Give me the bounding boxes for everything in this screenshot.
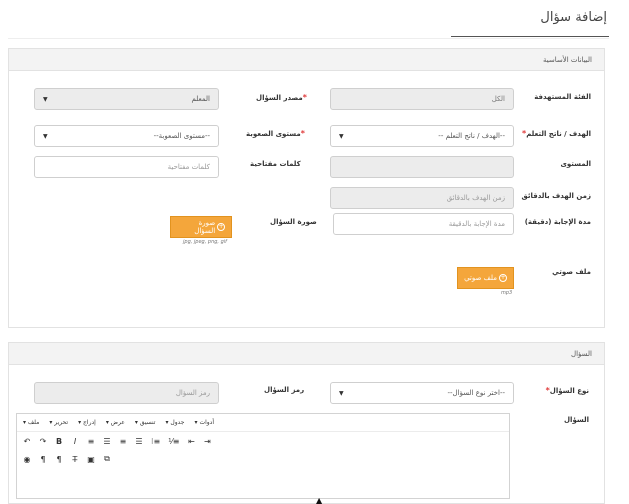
difficulty-value: --مستوى الصعوبة-- (153, 132, 210, 140)
italic-icon[interactable]: I (73, 436, 77, 446)
menu-format[interactable]: ▾ تنسيق (134, 419, 156, 426)
answer-time-input[interactable] (333, 213, 514, 235)
objective-label (522, 129, 591, 138)
page-title: إضافة سؤال (540, 10, 607, 25)
question-code-label: رمز السؤال (264, 386, 305, 394)
question-text-label: السؤال (563, 416, 589, 424)
target-group-value: الكل (491, 95, 505, 103)
indent-icon[interactable]: ⇥ (204, 436, 211, 446)
chevron-down-icon: ▼ (43, 132, 48, 140)
question-type-value: --اختر نوع السؤال-- (447, 389, 505, 397)
menu-view[interactable]: ▾ عرض (105, 419, 125, 426)
redo-icon[interactable]: ↷ (39, 436, 47, 446)
menu-edit[interactable]: ▾ تحرير (49, 419, 69, 426)
question-code-placeholder: رمز السؤال (175, 389, 210, 397)
editor-toolbar-1 (17, 432, 509, 450)
required-marker: * (302, 93, 307, 102)
menu-format-label: تنسيق (139, 419, 156, 426)
question-type-label (546, 386, 589, 395)
source-label-text: مصدر السؤال (256, 94, 303, 102)
ltr-icon[interactable]: ¶ (40, 454, 46, 464)
plus-circle-icon: + (500, 274, 506, 281)
title-underline (451, 36, 609, 37)
clear-format-icon[interactable]: T̶ (72, 454, 78, 464)
menu-insert-label: إدراج (83, 419, 96, 426)
panel-heading: السؤال (9, 343, 604, 365)
editor-content-area[interactable] (17, 468, 509, 502)
undo-icon[interactable]: ↶ (23, 436, 31, 446)
objective-label-text: الهدف / ناتج التعلم (526, 130, 591, 138)
audio-button-label: ملف صوتي (464, 274, 497, 282)
question-image-button-label: صورة السؤال (194, 219, 216, 235)
editor-toolbar-2 (17, 450, 509, 468)
chevron-down-icon: ▼ (339, 389, 344, 397)
outdent-icon[interactable]: ⇤ (188, 436, 195, 446)
source-select[interactable] (34, 88, 219, 110)
menu-view-label: عرض (110, 419, 125, 426)
menu-tools-label: أدوات (199, 419, 214, 426)
audio-label: ملف صوتي (552, 268, 591, 276)
goal-time-placeholder: زمن الهدف بالدقائق (446, 194, 505, 202)
keywords-input[interactable] (34, 156, 219, 178)
menu-insert[interactable]: ▾ إدراج (78, 419, 96, 426)
menu-edit-label: تحرير (54, 419, 69, 426)
question-code-input[interactable] (34, 382, 219, 404)
plus-circle-icon: + (218, 223, 224, 230)
bold-icon[interactable]: B (55, 436, 63, 446)
answer-time-label: مدة الإجابة (دقيقة) (524, 218, 591, 226)
align-left-icon[interactable]: ≡ (119, 436, 127, 446)
menu-table[interactable]: ▾ جدول (165, 419, 185, 426)
copy-icon[interactable]: ⧉ (104, 454, 110, 463)
difficulty-label (246, 129, 305, 138)
preview-icon[interactable]: ◉ (23, 454, 31, 464)
question-type-select[interactable] (330, 382, 514, 404)
target-group-field (330, 88, 514, 110)
panel-heading: البيانات الأساسية (9, 49, 604, 71)
goal-time-label: زمن الهدف بالدقائق (521, 192, 591, 200)
menu-table-label: جدول (170, 419, 185, 426)
question-image-button[interactable] (170, 216, 232, 238)
question-image-label: صورة السؤال (270, 218, 317, 226)
keywords-label: كلمات مفتاحية (250, 160, 301, 168)
level-label: المستوى (560, 160, 591, 168)
required-marker: * (545, 386, 550, 395)
menu-file-label: ملف (27, 419, 40, 426)
chevron-down-icon: ▼ (339, 132, 344, 140)
align-justify-icon[interactable]: ☰ (135, 436, 143, 446)
source-value: المعلم (191, 95, 210, 103)
question-type-label-text: نوع السؤال (549, 387, 589, 395)
keywords-placeholder: كلمات مفتاحية (167, 163, 210, 171)
numbered-list-icon[interactable]: ⅟≡ (168, 436, 180, 446)
difficulty-label-text: مستوى الصعوبة (246, 130, 301, 138)
audio-format-hint: mp3 (501, 290, 513, 296)
rich-text-editor[interactable] (16, 413, 510, 499)
level-field (330, 156, 514, 178)
editor-menubar (17, 414, 509, 432)
align-right-icon[interactable]: ≡ (87, 436, 95, 446)
image-format-hint: jpg, jpeg, png, gif (183, 239, 227, 245)
audio-upload-button[interactable] (457, 267, 514, 289)
objective-select[interactable] (330, 125, 514, 147)
difficulty-select[interactable] (34, 125, 219, 147)
answer-time-placeholder: مدة الإجابة بالدقيقة (448, 220, 505, 228)
source-label (256, 93, 307, 102)
chevron-down-icon: ▼ (43, 95, 48, 103)
objective-value: --الهدف / ناتج التعلم -- (438, 132, 505, 140)
rtl-icon[interactable]: ¶ (56, 454, 62, 464)
menu-tools[interactable]: ▾ أدوات (194, 419, 214, 426)
required-marker: * (522, 129, 527, 138)
menu-file[interactable]: ▾ ملف (23, 419, 40, 426)
paste-icon[interactable]: ▣ (87, 454, 95, 464)
title-divider (8, 38, 609, 39)
cursor-arrow-icon: ▲ (316, 496, 323, 504)
align-center-icon[interactable]: ☰ (103, 436, 111, 446)
target-group-label: الفئة المستهدفة (534, 93, 591, 101)
bullet-list-icon[interactable]: ⁝≡ (151, 436, 161, 446)
required-marker: * (300, 129, 305, 138)
goal-time-input[interactable] (330, 187, 514, 209)
